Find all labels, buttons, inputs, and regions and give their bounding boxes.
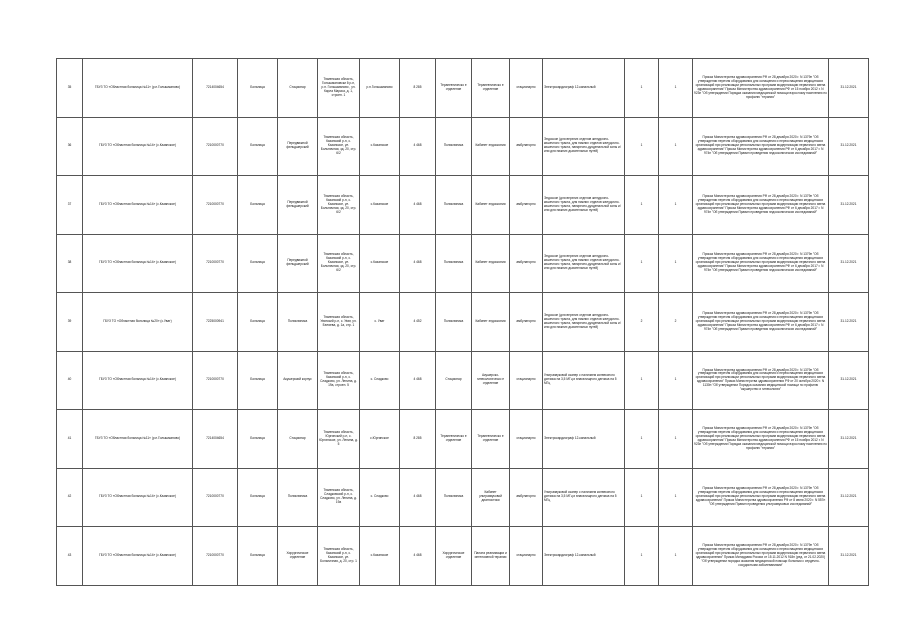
profile: Поликлиника [436,176,472,235]
facility-type: Больница [238,351,278,410]
profile: Стационар [436,351,472,410]
inn-code: 7225000941 [193,293,238,352]
department: Передвижной фельдшерский [278,234,318,293]
table-row [57,410,869,469]
locality: с. Уват [360,293,400,352]
care-mode: амбулаторно [510,468,543,527]
profile: Терапевтическо е отделение [436,59,472,118]
row-number: 39 [57,293,83,352]
due-date: 31.12.2021 [829,176,869,235]
profile: Терапевтическо е отделение [436,410,472,469]
population: 4 452 [400,293,436,352]
unit: Кабинет ультразвуковой диагностики [472,468,510,527]
document-sheet [56,58,868,586]
unit: Палата реанимации и интенсивной терапии [472,527,510,586]
legal-basis: Приказ Министерства здравоохранения РФ от 28 декабря 2020 г. N 1379н "Об утверждении перечня оборудования для оснащения и переоснащения медицинских организаций при реализации региональных программ модернизации первичного звена здравоохранения" Приказ Министерства здравоохранения РФ от 8 июня 2020 г. N 557н "Об утверждении Правил проведения ультразвуковых исследований" [693,468,829,527]
department: Акушерский корпус [278,351,318,410]
table-row [57,234,869,293]
organization-name: ГБУЗ ТО «Областная больница №11» (р.п.Голышманово) [83,410,193,469]
locality: с.Казанское [360,527,400,586]
due-date: 31.12.2021 [829,59,869,118]
equipment: Ультразвуковой сканер с наличием конвексного датчика на 3,5 МГц и влагалищного датчика на 5 МГц [543,351,625,410]
due-date: 31.12.2021 [829,117,869,176]
due-date: 31.12.2021 [829,468,869,527]
equipment: Эндоскоп (для верхних отделов желудочно-кишечного тракта, для нижних отделов желудочно-кишечного тракта, панкреато-дуоденальной зоны и/или для нижних дыхательных путей) [543,293,625,352]
inn-code: 7214004654 [193,410,238,469]
organization-name: ГБУЗ ТО «Областная больница №14» (с.Казанское) [83,234,193,293]
department: Стационар [278,410,318,469]
quantity-planned: 1 [659,527,693,586]
equipment: Эндоскоп (для верхних отделов желудочно-кишечного тракта, для нижних отделов желудочно-кишечного тракта, панкреато-дуоденальной зоны и/или для нижних дыхательных путей) [543,234,625,293]
address: Тюменская область, Казанский р-н, с. Сладково, ул. Ленина, д. 19а, строен. 5 [318,351,360,410]
equipment: Эндоскоп (для верхних отделов желудочно-кишечного тракта, для нижних отделов желудочно-кишечного тракта, панкреато-дуоденальной зоны и/или для нижних дыхательных путей) [543,176,625,235]
address: Тюменская область, Голышмановски й р-н, р.п. Голышманово , ул. Карла Маркса, д. 1, строен. 1 [318,59,360,118]
legal-basis: Приказ Министерства здравоохранения РФ от 28 декабря 2020 г. N 1379н "Об утверждении перечня оборудования для оснащения и переоснащения медицинских организаций при реализации региональных программ модернизации первичного звена здравоохранения" Приказ Минздрава России от 15.11.2012 N 918н (ред. от 21.02.2020) "Об утверждении порядка оказания медицинской помощи больным с сердечно-сосудистыми заболеваниями" [693,527,829,586]
due-date: 31.12.2021 [829,351,869,410]
facility-type: Больница [238,527,278,586]
table-body [57,59,869,586]
care-mode: амбулаторно [510,293,543,352]
address: Тюменская область, Казанский р-н, с. Казанское, ул. Больничная, зд. 20, стр. 6/2 [318,117,360,176]
row-number: 35 [57,59,83,118]
population: 4 468 [400,351,436,410]
department: Поликлиника [278,293,318,352]
legal-basis: Приказ Министерства здравоохранения РФ от 28 декабря 2020 г. N 1379н "Об утверждении перечня оборудования для оснащения и переоснащения медицинских организаций при реализации региональных программ модернизации первичного звена здравоохранения" Приказ Министерства здравоохранения РФ от 6 декабря 2017 г. N 974н "Об утверждении Правил проведения эндоскопических исследований" [693,293,829,352]
quantity-required: 1 [625,527,659,586]
equipment-table [56,58,869,586]
quantity-required: 1 [625,234,659,293]
quantity-required: 1 [625,176,659,235]
population: 4 468 [400,468,436,527]
population: 4 468 [400,527,436,586]
organization-name: ГБУЗ ТО «Областная больница №14» (с.Казанское) [83,117,193,176]
facility-type: Больница [238,234,278,293]
quantity-planned: 1 [659,468,693,527]
department: Передвижной фельдшерский [278,117,318,176]
row-number: 42 [57,468,83,527]
locality: р.п.Голышманово [360,59,400,118]
legal-basis: Приказ Министерства здравоохранения РФ от 28 декабря 2020 г. N 1379н "Об утверждении перечня оборудования для оснащения и переоснащения медицинских организаций при реализации региональных программ модернизации первичного звена здравоохранения" Приказ Министерства здравоохранения РФ от 15 ноября 2012 г. N 923н "Об утверждении Порядка оказания медицинской помощи взрослому населению по профилю "терапия" [693,59,829,118]
unit: Акушерско-гинекологическо е отделение [472,351,510,410]
facility-type: Больница [238,410,278,469]
address: Тюменская область, Юргинский р-н, с. Юргинское, ул. Ленина, д. 5 [318,410,360,469]
locality: с.Казанское [360,234,400,293]
population: 4 468 [400,117,436,176]
locality: с.Казанское [360,176,400,235]
table-row [57,59,869,118]
quantity-planned: 1 [659,234,693,293]
department: Поликлиника [278,468,318,527]
due-date: 31.12.2021 [829,293,869,352]
legal-basis: Приказ Министерства здравоохранения РФ от 28 декабря 2020 г. N 1379н "Об утверждении перечня оборудования для оснащения и переоснащения медицинских организаций при реализации региональных программ модернизации первичного звена здравоохранения" Приказ Министерства здравоохранения РФ от 15 ноября 2012 г. N 923н "Об утверждении Порядка оказания медицинской помощи взрослому населению по профилю "терапия" [693,410,829,469]
facility-type: Больница [238,176,278,235]
table-row [57,293,869,352]
department: Передвижной фельдшерский [278,176,318,235]
quantity-planned: 1 [659,351,693,410]
care-mode: амбулаторно [510,117,543,176]
profile: Поликлиника [436,468,472,527]
quantity-required: 1 [625,351,659,410]
equipment: Электрокардиограф 12-канальный [543,59,625,118]
profile: Поликлиника [436,234,472,293]
organization-name: ГБУЗ ТО «Областная больница №14» (с.Казанское) [83,468,193,527]
legal-basis: Приказ Министерства здравоохранения РФ от 28 декабря 2020 г. N 1379н "Об утверждении перечня оборудования для оснащения и переоснащения медицинских организаций при реализации региональных программ модернизации первичного звена здравоохранения" Приказ Министерства здравоохранения РФ от 6 декабря 2017 г. N 974н "Об утверждении Правил проведения эндоскопических исследований" [693,176,829,235]
population: 8 285 [400,59,436,118]
care-mode: амбулаторно [510,234,543,293]
table-row [57,117,869,176]
care-mode: стационарно [510,410,543,469]
unit: Терапевтическо е отделение [472,59,510,118]
care-mode: стационарно [510,59,543,118]
inn-code: 7210000770 [193,234,238,293]
inn-code: 7214004654 [193,59,238,118]
population: 8 285 [400,410,436,469]
unit: Кабинет эндоскопии [472,176,510,235]
organization-name: ГБУЗ ТО «Областная больница №20» (с.Уват) [83,293,193,352]
organization-name: ГБУЗ ТО «Областная больница №14» (с.Казанское) [83,527,193,586]
profile: Поликлиника [436,293,472,352]
profile: Поликлиника [436,117,472,176]
organization-name: ГБУЗ ТО «Областная больница №14» (с.Казанское) [83,176,193,235]
row-number: 37 [57,176,83,235]
locality: с. Сладково [360,351,400,410]
quantity-planned: 1 [659,410,693,469]
row-number: 41 [57,410,83,469]
facility-type: Больница [238,293,278,352]
inn-code: 7210000770 [193,468,238,527]
locality: с. Сладково [360,468,400,527]
inn-code: 7210000770 [193,527,238,586]
department: Хирургическое отделение [278,527,318,586]
row-number: 38 [57,234,83,293]
address: Тюменская область, Казанский р-н, с. Казанское, ул. Больничная, д. 20, стр. 1 [318,527,360,586]
facility-type: Больница [238,468,278,527]
quantity-required: 1 [625,59,659,118]
population: 4 468 [400,176,436,235]
row-number: 36 [57,117,83,176]
row-number: 43 [57,527,83,586]
equipment: Электрокардиограф 12-канальный [543,410,625,469]
inn-code: 7210000770 [193,117,238,176]
due-date: 31.12.2021 [829,527,869,586]
legal-basis: Приказ Министерства здравоохранения РФ от 28 декабря 2020 г. N 1379н "Об утверждении перечня оборудования для оснащения и переоснащения медицинских организаций при реализации региональных программ модернизации первичного звена здравоохранения" Приказ Министерства здравоохранения РФ от 6 декабря 2017 г. N 974н "Об утверждении Правил проведения эндоскопических исследований" [693,234,829,293]
due-date: 31.12.2021 [829,234,869,293]
due-date: 31.12.2021 [829,410,869,469]
equipment: Ультразвуковой сканер с наличием конвексного датчика на 3,5 МГц и влагалищного датчика на 5 МГц [543,468,625,527]
quantity-required: 1 [625,117,659,176]
unit: Кабинет эндоскопии [472,293,510,352]
address: Тюменская область, Казанский р-н, с. Казанское, ул. Больничная, зд. 20, стр. 6/2 [318,176,360,235]
quantity-planned: 1 [659,117,693,176]
quantity-planned: 1 [659,176,693,235]
equipment: Электрокардиограф 12-канальный [543,527,625,586]
care-mode: амбулаторно [510,176,543,235]
locality: с.Юргинское [360,410,400,469]
care-mode: стационарно [510,527,543,586]
quantity-required: 1 [625,468,659,527]
facility-type: Больница [238,59,278,118]
table-row [57,468,869,527]
quantity-planned: 2 [659,293,693,352]
address: Тюменская область, Казанский р-н, с. Казанское, ул. Больничная, зд. 20, стр. 6/2 [318,234,360,293]
facility-type: Больница [238,117,278,176]
care-mode: стационарно [510,351,543,410]
inn-code: 7210000770 [193,351,238,410]
unit: Терапевтическо е отделение [472,410,510,469]
quantity-planned: 1 [659,59,693,118]
row-number: 40 [57,351,83,410]
organization-name: ГБУЗ ТО «Областная больница №14» (с.Казанское) [83,351,193,410]
profile: Хирургическое отделение [436,527,472,586]
department: Стационар [278,59,318,118]
table-row [57,351,869,410]
legal-basis: Приказ Министерства здравоохранения РФ от 28 декабря 2020 г. N 1379н "Об утверждении перечня оборудования для оснащения и переоснащения медицинских организаций при реализации региональных программ модернизации первичного звена здравоохранения" Приказ Министерства здравоохранения РФ от 6 декабря 2017 г. N 974н "Об утверждении Правил проведения эндоскопических исследований" [693,117,829,176]
locality: с.Казанское [360,117,400,176]
unit: Кабинет эндоскопии [472,117,510,176]
legal-basis: Приказ Министерства здравоохранения РФ от 28 декабря 2020 г. N 1379н "Об утверждении перечня оборудования для оснащения и переоснащения медицинских организаций при реализации региональных программ модернизации первичного звена здравоохранения" Приказ Министерства здравоохранения РФ от 20 октября 2020 г. N 1130н "Об утверждении Порядка оказания медицинской помощи по профилю "акушерство и гинекология" [693,351,829,410]
quantity-required: 2 [625,293,659,352]
table-row [57,527,869,586]
population: 4 468 [400,234,436,293]
quantity-required: 1 [625,410,659,469]
unit: Кабинет эндоскопии [472,234,510,293]
equipment: Эндоскоп (для верхних отделов желудочно-кишечного тракта, для нижних отделов желудочно-кишечного тракта, панкреато-дуоденальной зоны и/или для нижних дыхательных путей) [543,117,625,176]
address: Тюменская область, Сладковский р-н, с. Сладково, ул. Ленина, д. 19а [318,468,360,527]
organization-name: ГБУЗ ТО «Областная больница №11» (р.п.Голышманово) [83,59,193,118]
inn-code: 7210000770 [193,176,238,235]
address: Тюменская область, Уватский р-н, с. Уват, ул. Беляева, д. 1а, стр. 1 [318,293,360,352]
table-row [57,176,869,235]
